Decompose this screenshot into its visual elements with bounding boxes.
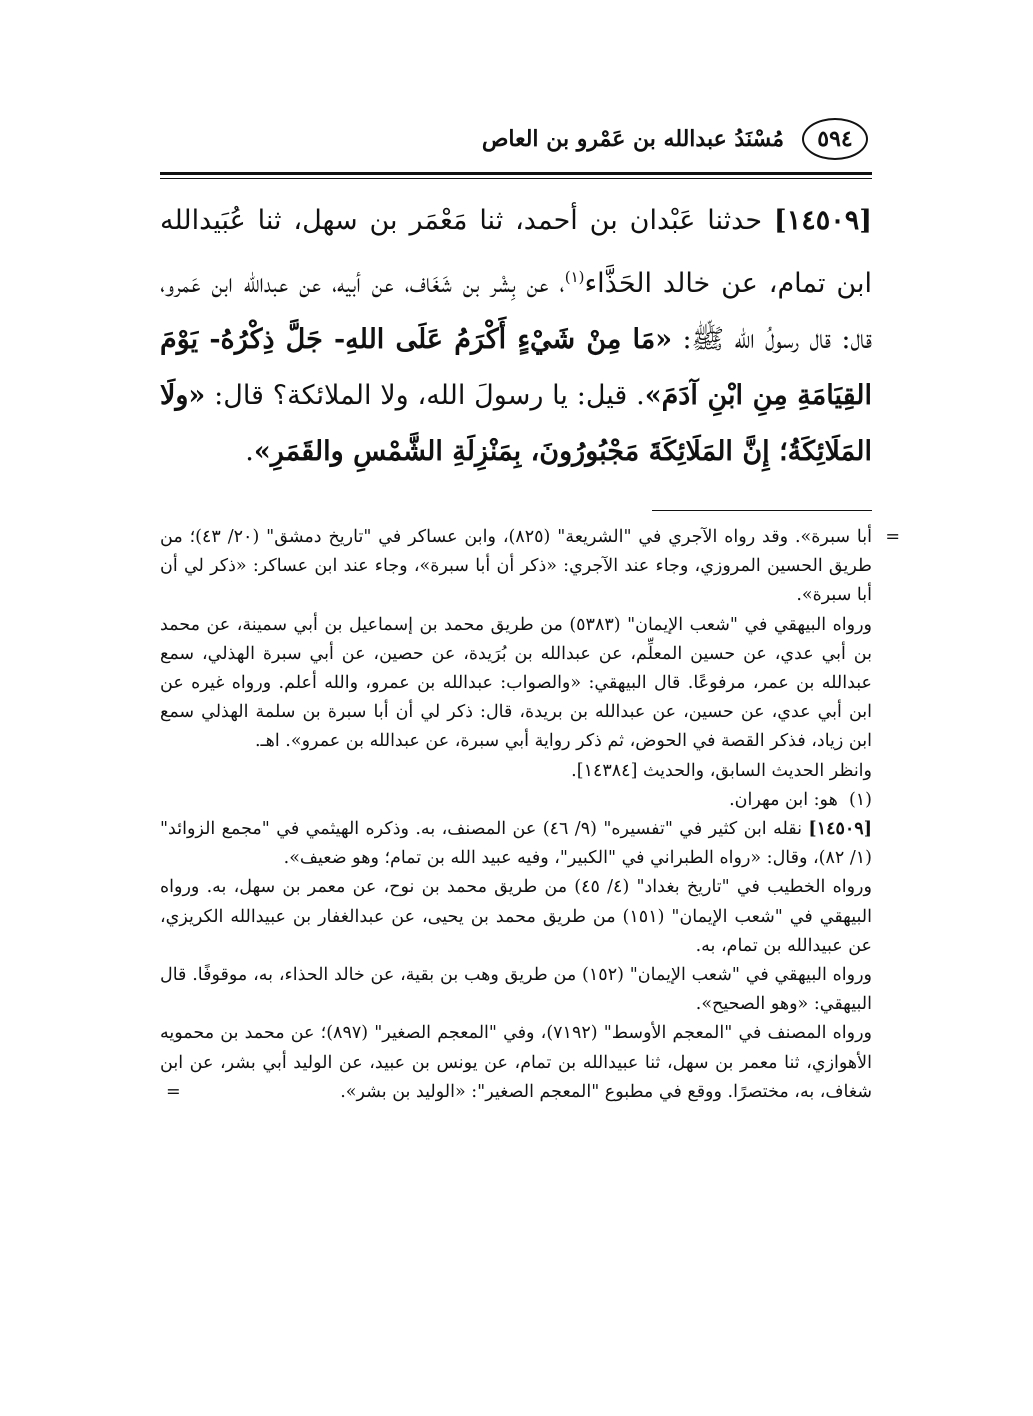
hadith-number: [١٤٥٠٩] — [773, 205, 872, 236]
page — [160, 110, 900, 1107]
takhrij-paragraph: ورواه البيهقي في "شعب الإيمان" (١٥٢) من طريق وهب بن بقية، عن خالد الحذاء، به، موقوفًا. قال البيهقي: «وهو الصحيح». — [160, 965, 873, 1015]
takhrij-text: نقله ابن كثير في "تفسيره" (٩/ ٤٦) عن المصنف، به. وذكره الهيثمي في "مجمع الزوائد" (١/ ٨٢)، وقال: «رواه الطبراني في "الكبير"، وفيه عبيد الله بن تمام؛ وهو ضعيف». — [160, 819, 872, 869]
hadith-end: . — [245, 436, 254, 467]
page-header — [160, 110, 872, 168]
end-marker: = — [166, 1081, 181, 1102]
footnote-1-marker: (١) — [848, 789, 872, 810]
footnote-paragraph: وانظر الحديث السابق، والحديث [١٤٣٨٤]. — [571, 760, 872, 781]
footnote-continuation-text: أبا سبرة». وقد رواه الآجري في "الشريعة" (٨٢٥)، وابن عساكر في "تاريخ دمشق" (٢٠/ ٤٣)؛ من طريق الحسين المروزي، وجاء عند الآجري: «ذكر أن أبا سبرة»، وجاء عند ابن عساكر: «ذكر لي أن أبا سبرة». — [160, 527, 872, 606]
running-title: مُسْنَدُ عبدالله بن عَمْرو بن العاص — [481, 126, 784, 152]
takhrij-marker: [١٤٥٠٩] — [808, 819, 872, 840]
hadith-isnad: حدثنا عَبْدان بن أحمد، ثنا مَعْمَر بن سهل، ثنا عُبَيدالله ابن تمام، عن خالد الحَذَّاء — [160, 205, 873, 299]
takhrij-note — [160, 815, 872, 873]
hadith-matn-2: «ولَا المَلَائِكَةُ؛ إِنَّ المَلَائِكَةَ مَجْبُورُونَ، بِمَنْزِلَةِ الشَّمْسِ والقَمَرِ» — [160, 380, 872, 467]
header-rule-thin — [160, 178, 872, 179]
header-rule-thick — [160, 172, 872, 175]
continuation-marker: = — [885, 527, 900, 547]
footnote-separator — [652, 510, 872, 511]
page-number: ٥٩٤ — [802, 118, 868, 160]
takhrij-paragraph — [160, 1019, 872, 1107]
takhrij-paragraph-text: ورواه المصنف في "المعجم الأوسط" (٧١٩٢)، وفي "المعجم الصغير" (٨٩٧)؛ عن محمد بن محمويه الأهوازي، ثنا معمر بن سهل، ثنا عبيدالله بن تمام، عن يونس بن عبيد، عن الوليد أبي بشر، عن ابن شغاف، به، مختصرًا. ووقع في مطبوع "المعجم الصغير": «الوليد بن بشر». — [160, 1023, 872, 1102]
footnote-paragraph: ورواه البيهقي في "شعب الإيمان" (٥٣٨٣) من طريق محمد بن إسماعيل بن أبي سمينة، عن محمد بن أبي عدي، عن حسين المعلِّم، عن عبدالله بن بُرَيدة، عن حصين، عن أبي سبرة الهذلي، سمع عبدالله بن عمر، مرفوعًا. قال البيهقي: «والصواب: عبدالله بن عمرو، والله أعلم. ورواه غيره عن ابن أبي عدي، عن حسين، عن عبدالله بن بريدة، قال: ذكر لي أن أبا سبرة بن سلمة الهذلي سمع ابن زياد، فذكر القصة في الحوض، ثم ذكر رواية أبي سبرة، عن عبدالله بن عمرو». اهـ. — [160, 614, 873, 752]
footnote-1-text: هو: ابن مهران. — [729, 789, 838, 810]
hadith-question: . قيل: يا رسولَ الله، ولا الملائكة؟ قال: — [205, 380, 645, 411]
hadith-isnad-cont: ، عن بِشْر بن شَغَاف، عن أبيه، عن عبدالله ابن عَمرو، قال: قال رسولُ الله ﷺ: — [160, 268, 873, 355]
footnote-1 — [160, 786, 872, 815]
hadith-text — [160, 193, 872, 480]
footnotes — [160, 523, 900, 1107]
footnote-ref[interactable]: (١) — [564, 268, 585, 286]
footnote-continuation — [160, 523, 900, 611]
takhrij-paragraph: ورواه الخطيب في "تاريخ بغداد" (٤/ ٤٥) من طريق محمد بن نوح، عن معمر بن سهل، به. ورواه البيهقي في "شعب الإيمان" (١٥١) من طريق محمد بن يحيى، عن عبدالغفار بن عبيدالله الكريزي، عن عبيدالله بن تمام، به. — [160, 877, 872, 956]
hadith-matn-1: «مَا مِنْ شَيْءٍ أَكْرَمُ عَلَى اللهِ- جَلَّ ذِكْرُهُ- يَوْمَ القِيَامَةِ مِنِ ابْنِ آدَمَ» — [160, 324, 872, 411]
